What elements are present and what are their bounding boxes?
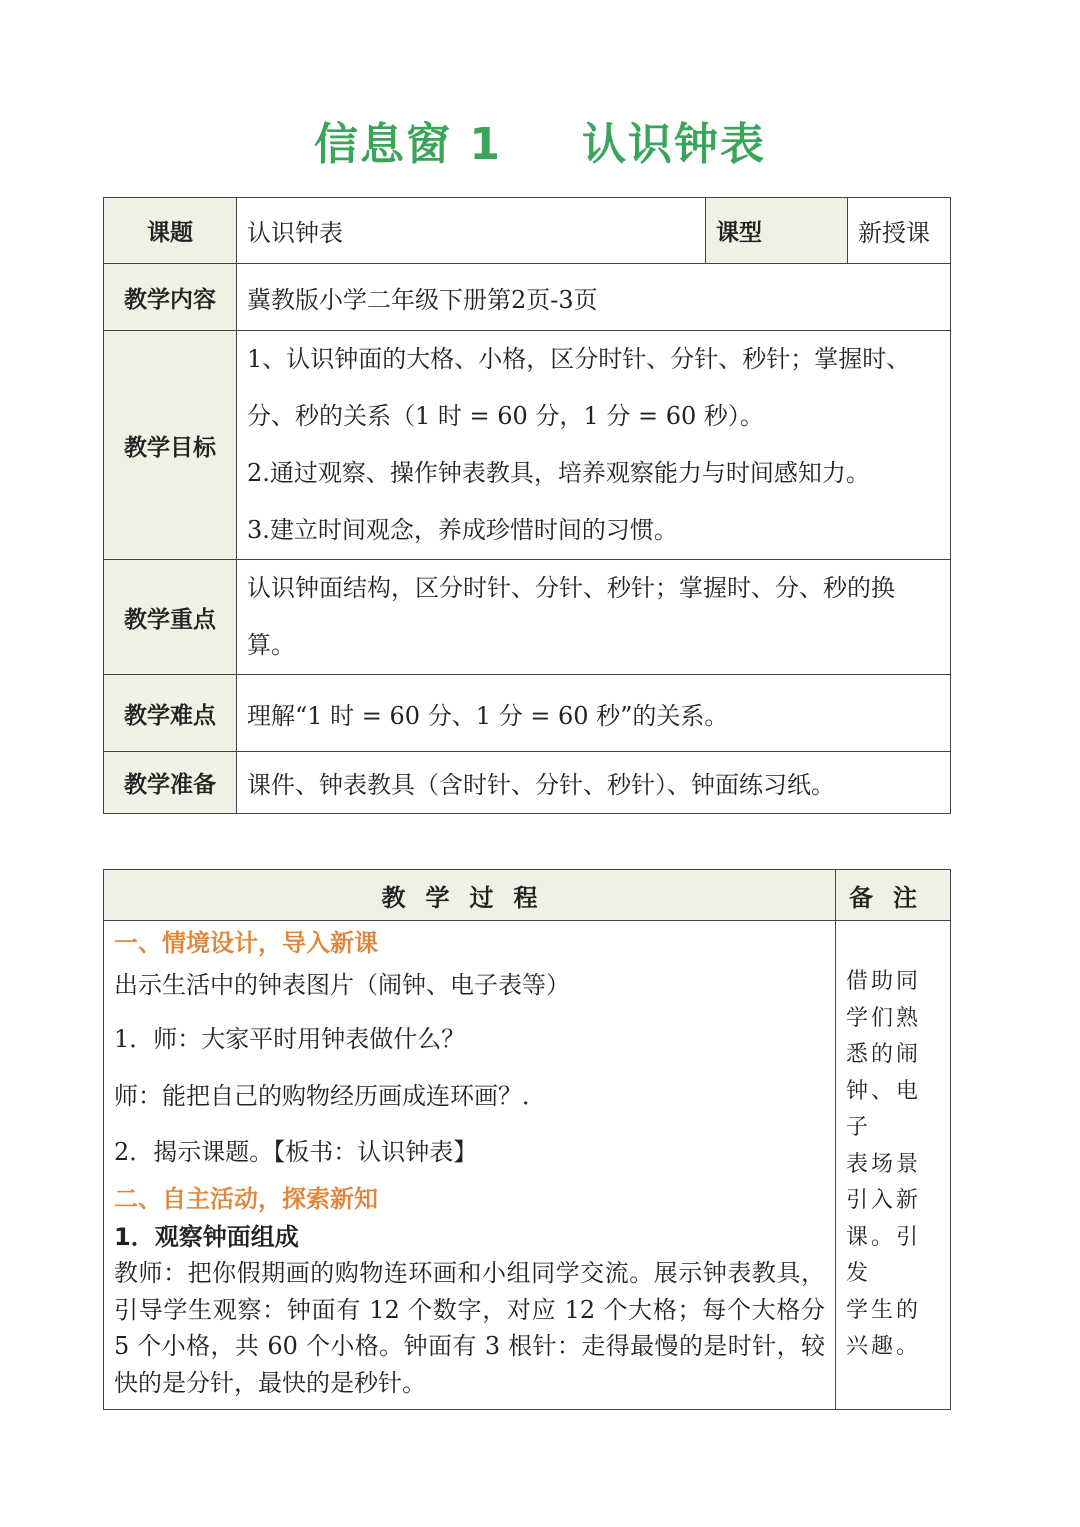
note-line: 课。引发 [846, 1224, 922, 1287]
section-2-title: 二、自主活动，探索新知 [114, 1185, 378, 1213]
section-2-subtitle: 1．观察钟面组成 [114, 1223, 299, 1251]
title-part-1: 信息窗 1 [314, 119, 502, 170]
type-label: 课型 [706, 198, 848, 264]
row-preparation [104, 752, 951, 814]
page-title [0, 108, 1080, 172]
section-1-line-2: 1．师：大家平时用钟表做什么？ [114, 1025, 466, 1053]
row-key-points [104, 560, 951, 675]
note-line: 钟、电子 [846, 1078, 922, 1141]
goal-line-3: 2.通过观察、操作钟表教具，培养观察能力与时间感知力。 [247, 459, 870, 487]
key-label: 教学重点 [104, 560, 237, 675]
prep-value: 课件、钟表教具（含时针、分针、秒针）、钟面练习纸。 [237, 752, 951, 814]
note-line: 学们熟 [846, 1005, 922, 1031]
section-1-line-4: 2．揭示课题。【板书：认识钟表】 [114, 1138, 478, 1166]
note-line: 借助同 [846, 969, 922, 995]
note-line: 兴趣。 [846, 1334, 922, 1360]
note-line: 表场景 [846, 1151, 922, 1177]
row-topic [104, 198, 951, 264]
process-content [104, 921, 836, 1410]
section-1-line-3: 师：能把自己的购物经历画成连环画？． [114, 1082, 546, 1110]
note-line: 引入新 [846, 1188, 922, 1214]
note-line: 悉的闹 [846, 1042, 922, 1068]
row-goals [104, 331, 951, 560]
goal-line-4: 3.建立时间观念，养成珍惜时间的习惯。 [247, 516, 678, 544]
section-1-line-1: 出示生活中的钟表图片（闹钟、电子表等） [114, 971, 570, 999]
process-header: 教学过程 [104, 870, 836, 921]
goal-line-1: 1、认识钟面的大格、小格，区分时针、分针、秒针；掌握时、 [247, 345, 911, 373]
row-difficulty [104, 675, 951, 752]
goals-value [237, 331, 951, 560]
key-line-2: 算。 [247, 631, 295, 659]
key-line-1: 认识钟面结构，区分时针、分针、秒针；掌握时、分、秒的换 [247, 574, 895, 602]
title-part-2: 认识钟表 [581, 119, 766, 170]
topic-value: 认识钟表 [237, 198, 706, 264]
content-value: 冀教版小学二年级下册第2页-3页 [237, 264, 951, 331]
goals-label: 教学目标 [104, 331, 237, 560]
note-line: 学生的 [846, 1297, 922, 1323]
topic-label: 课题 [104, 198, 237, 264]
goal-line-2: 分、秒的关系（1 时 = 60 分，1 分 = 60 秒）。 [247, 402, 764, 430]
process-header-row [104, 870, 951, 921]
note-header: 备注 [836, 870, 951, 921]
process-body-row [104, 921, 951, 1410]
key-value [237, 560, 951, 675]
section-2-paragraph: 教师：把你假期画的购物连环画和小组同学交流。展示钟表教具，引导学生观察：钟面有 12 个数字，对应 12 个大格；每个大格分 5 个小格，共 60 个小格。钟面有 3 根针：走得最慢的是时针，较快的是分针，最快的是秒针。 [114, 1259, 825, 1397]
note-content [836, 921, 951, 1410]
section-1-title: 一、情境设计，导入新课 [114, 929, 378, 957]
type-value: 新授课 [848, 198, 951, 264]
row-content [104, 264, 951, 331]
lesson-info-table [103, 197, 951, 814]
teaching-process-table [103, 869, 951, 1410]
difficulty-label: 教学难点 [104, 675, 237, 752]
content-label: 教学内容 [104, 264, 237, 331]
difficulty-value: 理解“1 时 = 60 分、1 分 = 60 秒”的关系。 [237, 675, 951, 752]
prep-label: 教学准备 [104, 752, 237, 814]
